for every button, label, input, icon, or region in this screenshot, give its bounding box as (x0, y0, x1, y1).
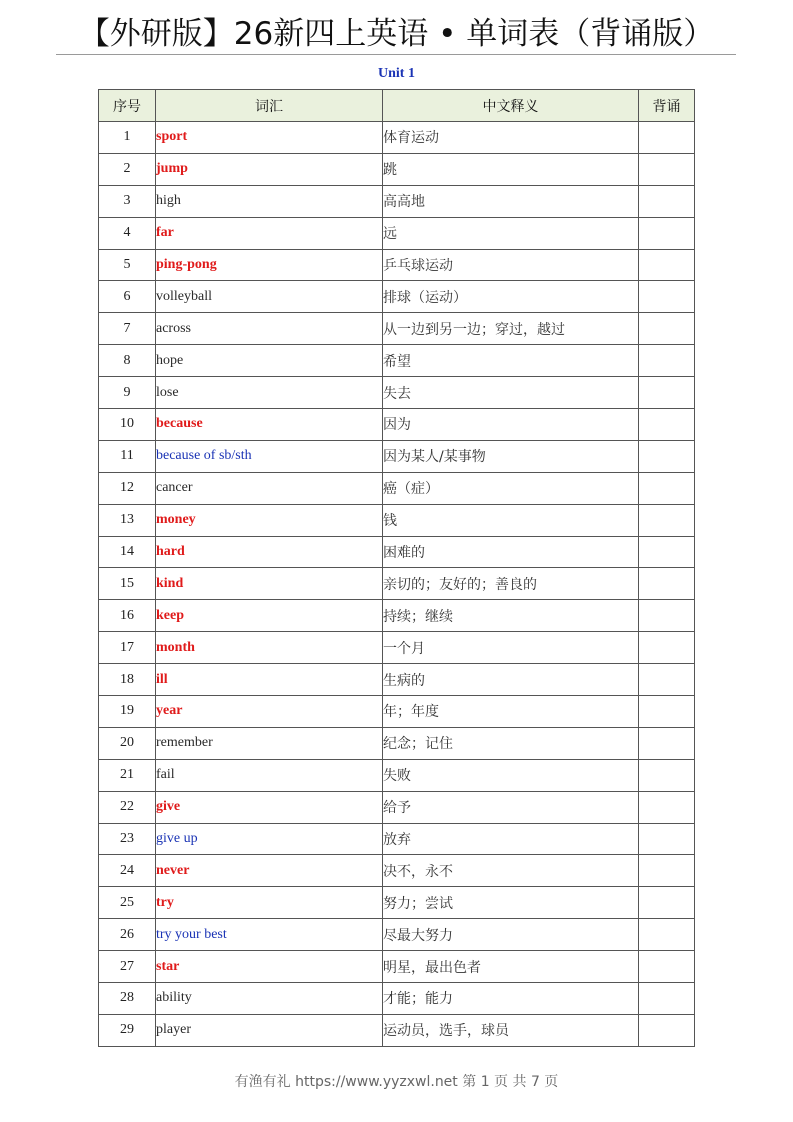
header-recite: 背诵 (639, 90, 695, 122)
vocab-word: ping-pong (156, 249, 383, 281)
row-number: 17 (99, 632, 156, 664)
chinese-meaning: 排球（运动） (383, 281, 639, 313)
row-number: 16 (99, 600, 156, 632)
title-divider (56, 54, 736, 55)
chinese-meaning: 失去 (383, 377, 639, 409)
recite-checkbox-cell (639, 217, 695, 249)
table-row (99, 983, 695, 1015)
recite-checkbox-cell (639, 600, 695, 632)
row-number: 26 (99, 919, 156, 951)
table-row (99, 185, 695, 217)
table-row (99, 536, 695, 568)
vocabulary-table (98, 89, 695, 1047)
vocab-word: hard (156, 536, 383, 568)
header-meaning: 中文释义 (383, 90, 639, 122)
table-row (99, 153, 695, 185)
vocab-word: player (156, 1014, 383, 1046)
table-row (99, 696, 695, 728)
recite-checkbox-cell (639, 727, 695, 759)
table-row (99, 217, 695, 249)
row-number: 12 (99, 472, 156, 504)
chinese-meaning: 放弃 (383, 823, 639, 855)
vocab-word: remember (156, 727, 383, 759)
row-number: 29 (99, 1014, 156, 1046)
chinese-meaning: 生病的 (383, 664, 639, 696)
row-number: 1 (99, 122, 156, 154)
row-number: 5 (99, 249, 156, 281)
table-row (99, 632, 695, 664)
chinese-meaning: 远 (383, 217, 639, 249)
chinese-meaning: 持续；继续 (383, 600, 639, 632)
table-row (99, 313, 695, 345)
row-number: 27 (99, 951, 156, 983)
table-row (99, 664, 695, 696)
vocab-word: ability (156, 983, 383, 1015)
document-title: 【外研版】26新四上英语 • 单词表（背诵版） (78, 16, 715, 52)
chinese-meaning: 因为某人/某事物 (383, 440, 639, 472)
header-word: 词汇 (156, 90, 383, 122)
table-row (99, 504, 695, 536)
table-row (99, 951, 695, 983)
chinese-meaning: 失败 (383, 759, 639, 791)
recite-checkbox-cell (639, 919, 695, 951)
row-number: 10 (99, 409, 156, 441)
chinese-meaning: 明星，最出色者 (383, 951, 639, 983)
chinese-meaning: 纪念；记住 (383, 727, 639, 759)
row-number: 6 (99, 281, 156, 313)
unit-heading: Unit 1 (378, 66, 415, 81)
chinese-meaning: 亲切的；友好的；善良的 (383, 568, 639, 600)
vocab-word: kind (156, 568, 383, 600)
recite-checkbox-cell (639, 823, 695, 855)
table-row (99, 791, 695, 823)
vocab-word: month (156, 632, 383, 664)
row-number: 21 (99, 759, 156, 791)
chinese-meaning: 从一边到另一边；穿过，越过 (383, 313, 639, 345)
table-row (99, 440, 695, 472)
table-row (99, 122, 695, 154)
vocab-word: fail (156, 759, 383, 791)
recite-checkbox-cell (639, 568, 695, 600)
vocab-word: never (156, 855, 383, 887)
row-number: 28 (99, 983, 156, 1015)
row-number: 15 (99, 568, 156, 600)
recite-checkbox-cell (639, 759, 695, 791)
chinese-meaning: 乒乓球运动 (383, 249, 639, 281)
recite-checkbox-cell (639, 983, 695, 1015)
vocab-word: year (156, 696, 383, 728)
recite-checkbox-cell (639, 122, 695, 154)
table-row (99, 823, 695, 855)
chinese-meaning: 因为 (383, 409, 639, 441)
row-number: 19 (99, 696, 156, 728)
page-footer: 有渔有礼 https://www.yyzxwl.net 第 1 页 共 7 页 (234, 1074, 559, 1090)
row-number: 7 (99, 313, 156, 345)
row-number: 20 (99, 727, 156, 759)
recite-checkbox-cell (639, 791, 695, 823)
vocab-word: high (156, 185, 383, 217)
recite-checkbox-cell (639, 313, 695, 345)
vocab-word: keep (156, 600, 383, 632)
recite-checkbox-cell (639, 153, 695, 185)
vocab-word: lose (156, 377, 383, 409)
recite-checkbox-cell (639, 345, 695, 377)
chinese-meaning: 困难的 (383, 536, 639, 568)
chinese-meaning: 癌（症） (383, 472, 639, 504)
recite-checkbox-cell (639, 440, 695, 472)
recite-checkbox-cell (639, 951, 695, 983)
recite-checkbox-cell (639, 281, 695, 313)
table-row (99, 409, 695, 441)
recite-checkbox-cell (639, 632, 695, 664)
chinese-meaning: 才能；能力 (383, 983, 639, 1015)
table-header-row (99, 90, 695, 122)
vocab-word: sport (156, 122, 383, 154)
row-number: 22 (99, 791, 156, 823)
recite-checkbox-cell (639, 855, 695, 887)
vocab-word: across (156, 313, 383, 345)
recite-checkbox-cell (639, 1014, 695, 1046)
row-number: 8 (99, 345, 156, 377)
vocab-word: because (156, 409, 383, 441)
row-number: 23 (99, 823, 156, 855)
recite-checkbox-cell (639, 536, 695, 568)
chinese-meaning: 高高地 (383, 185, 639, 217)
header-number: 序号 (99, 90, 156, 122)
row-number: 25 (99, 887, 156, 919)
chinese-meaning: 年；年度 (383, 696, 639, 728)
table-row (99, 855, 695, 887)
table-row (99, 1014, 695, 1046)
vocab-word: try (156, 887, 383, 919)
chinese-meaning: 一个月 (383, 632, 639, 664)
vocab-word: try your best (156, 919, 383, 951)
recite-checkbox-cell (639, 887, 695, 919)
recite-checkbox-cell (639, 664, 695, 696)
vocab-word: star (156, 951, 383, 983)
vocab-word: hope (156, 345, 383, 377)
table-row (99, 600, 695, 632)
table-row (99, 249, 695, 281)
recite-checkbox-cell (639, 377, 695, 409)
table-row (99, 759, 695, 791)
row-number: 24 (99, 855, 156, 887)
table-row (99, 377, 695, 409)
vocab-word: because of sb/sth (156, 440, 383, 472)
recite-checkbox-cell (639, 185, 695, 217)
table-row (99, 727, 695, 759)
vocab-word: far (156, 217, 383, 249)
chinese-meaning: 跳 (383, 153, 639, 185)
chinese-meaning: 运动员，选手，球员 (383, 1014, 639, 1046)
recite-checkbox-cell (639, 472, 695, 504)
vocab-word: give up (156, 823, 383, 855)
vocab-word: money (156, 504, 383, 536)
row-number: 4 (99, 217, 156, 249)
row-number: 18 (99, 664, 156, 696)
vocab-word: ill (156, 664, 383, 696)
table-row (99, 887, 695, 919)
chinese-meaning: 努力；尝试 (383, 887, 639, 919)
table-row (99, 568, 695, 600)
recite-checkbox-cell (639, 249, 695, 281)
row-number: 3 (99, 185, 156, 217)
chinese-meaning: 体育运动 (383, 122, 639, 154)
table-row (99, 472, 695, 504)
chinese-meaning: 希望 (383, 345, 639, 377)
table-row (99, 919, 695, 951)
chinese-meaning: 给予 (383, 791, 639, 823)
vocab-word: give (156, 791, 383, 823)
vocab-word: jump (156, 153, 383, 185)
row-number: 13 (99, 504, 156, 536)
chinese-meaning: 尽最大努力 (383, 919, 639, 951)
chinese-meaning: 钱 (383, 504, 639, 536)
recite-checkbox-cell (639, 409, 695, 441)
row-number: 9 (99, 377, 156, 409)
row-number: 11 (99, 440, 156, 472)
recite-checkbox-cell (639, 504, 695, 536)
vocab-word: cancer (156, 472, 383, 504)
table-body (99, 122, 695, 1047)
row-number: 14 (99, 536, 156, 568)
recite-checkbox-cell (639, 696, 695, 728)
table-row (99, 345, 695, 377)
chinese-meaning: 决不，永不 (383, 855, 639, 887)
table-row (99, 281, 695, 313)
vocab-word: volleyball (156, 281, 383, 313)
row-number: 2 (99, 153, 156, 185)
